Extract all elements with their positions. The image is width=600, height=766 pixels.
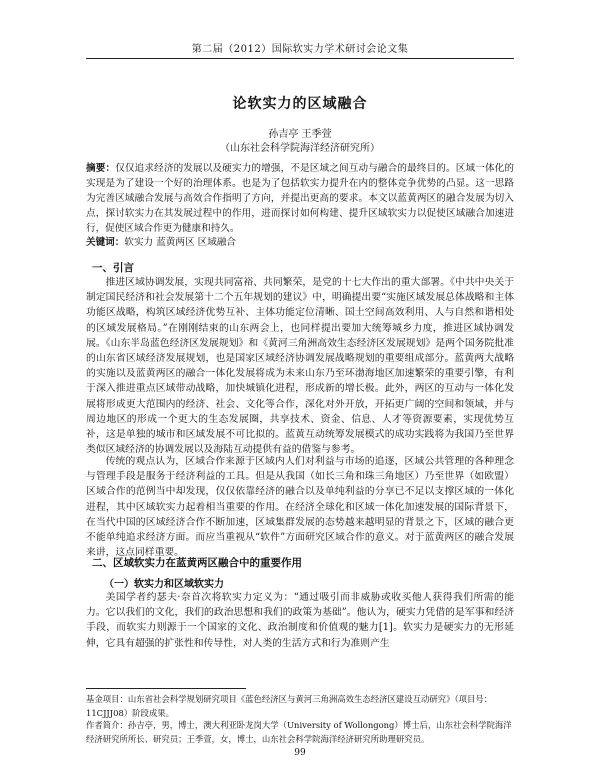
article-authors: 孙吉亭 王季萱 xyxy=(268,129,332,140)
soft-power-paragraph: 美国学者约瑟夫·奈首次将软实力定义为：“通过吸引而非威胁或收买他人获得我们所需的能力。它以我们的文化，我们的政治思想和我们的政策为基础”。他认为，硬实力凭借的是军事和经济手段，而软实力则源于一个国家的文化、政治制度和价值观的魅力[1]。软实力是硬实力的无形延伸，它具有超强的扩张性和传导性，对人类的生活方式和行为准则产生 xyxy=(86,592,514,649)
intro-paragraph-2: 传统的观点认为，区域合作来源于区域内人们对利益与市场的追逐，区域公共管理的各种理念与管理手段是服务于经济利益的工具。但是从我国（如长三角和珠三角地区）乃至世界（如欧盟）区域合作的范例当中却发现，仅仅依靠经济的融合以及单纯利益的分享已不足以支撑区域的一体化进程，其中区域软实力起着相当重要的作用。在经济全球化和区域一体化加速发展的国际背景下，在当代中国的区域经济合作不断加速，区域集群发展的态势越来越明显的背景之下，区域的融合更不能单纯追求经济方面。而应当重视从“软件”方面研究区域合作的意义。对于蓝黄两区的融合发展来讲，这点同样重要。 xyxy=(86,456,514,559)
section-heading-intro: 一、引言 xyxy=(92,262,134,274)
footnote-authors: 作者简介：孙吉亭，男，博士，澳大利亚卧龙岗大学（University of Wollongong）博士后，山东社会科学院海洋经济研究所所长、研究员；王季萱，女，博士，山东社会科学院海洋经济研究所助理研究员。 xyxy=(86,720,512,744)
abstract xyxy=(86,162,514,237)
keywords xyxy=(86,236,514,250)
intro-paragraph-1: 推进区域协调发展，实现共同富裕、共同繁荣，是党的十七大作出的重大部署。《中共中央关于制定国民经济和社会发展第十二个五年规划的建议》中，明确提出要“实施区域发展总体战略和主体功能区战略，构筑区域经济优势互补、主体功能定位清晰、国土空间高效利用、人与自然和谐相处的区域发展格局。”在刚刚结束的山东两会上，也同样提出要加大统筹城乡力度，推进区域协调发展。《山东半岛蓝色经济区发展规划》和《黄河三角洲高效生态经济区发展规划》是两个国务院批准的山东省区域经济发展规划，也是国家区域经济协调发展战略规划的重要组成部分。蓝黄两大战略的实施以及蓝黄两区的融合一体化发展将成为未来山东乃至环渤海地区加速繁荣的重要引擎，有利于深入推进重点区域带动战略，加快城镇化进程，形成新的增长极。此外，两区的互动与一体化发展将形成更大范围内的经济、社会、文化等合作，深化对外开放，开拓更广阔的空间和领域，并与周边地区的形成一个更大的生态发展圈，共享技术、资金、信息、人才等资源要素，实现优势互补，这是单独的城市和区域发展不可比拟的。蓝黄互动统筹发展模式的成功实践将为我国乃至世界类似区域经济的协调发展以及海陆互动提供有益的借鉴与参考。 xyxy=(86,277,514,456)
article-title: 论软实力的区域融合 xyxy=(232,96,368,112)
running-head: 第二届（2012）国际软实力学术研讨会论文集 xyxy=(191,44,409,55)
abstract-text: 仅仅追求经济的发展以及硬实力的增强，不是区域之间互动与融合的最终目的。区域一体化的实现是为了建设一个好的治理体系。也是为了包括软实力提升在内的整体竞争优势的凸显。这一思路为完善区域融合发展与高效合作指明了方向，并提出更高的要求。本文以蓝黄两区的融合发展为切入点，探讨软实力在其发展过程中的作用，进而探讨如何构建、提升区域软实力以促使区域融合加速进行，促使区域合作更为健康和持久。 xyxy=(86,163,515,234)
page-number: 99 xyxy=(294,748,306,758)
keywords-text: 软实力 蓝黄两区 区域融合 xyxy=(124,237,237,248)
keywords-label: 关键词： xyxy=(86,237,125,248)
subsection-heading-soft-power: （一）软实力和区域软实力 xyxy=(104,579,224,590)
footnote-fund: 基金项目：山东省社会科学规划研究项目《蓝色经济区与黄河三角洲高效生态经济区建设互动研究》（项目号：11CJJJ08）阶段成果。 xyxy=(86,694,493,718)
header-rule xyxy=(86,58,514,59)
abstract-label: 摘要： xyxy=(86,163,116,174)
article-affiliation: （山东社会科学院海洋经济研究所） xyxy=(220,143,380,154)
footnote-rule xyxy=(86,688,246,689)
section-heading-role: 二、区域软实力在蓝黄两区融合中的重要作用 xyxy=(92,557,302,569)
